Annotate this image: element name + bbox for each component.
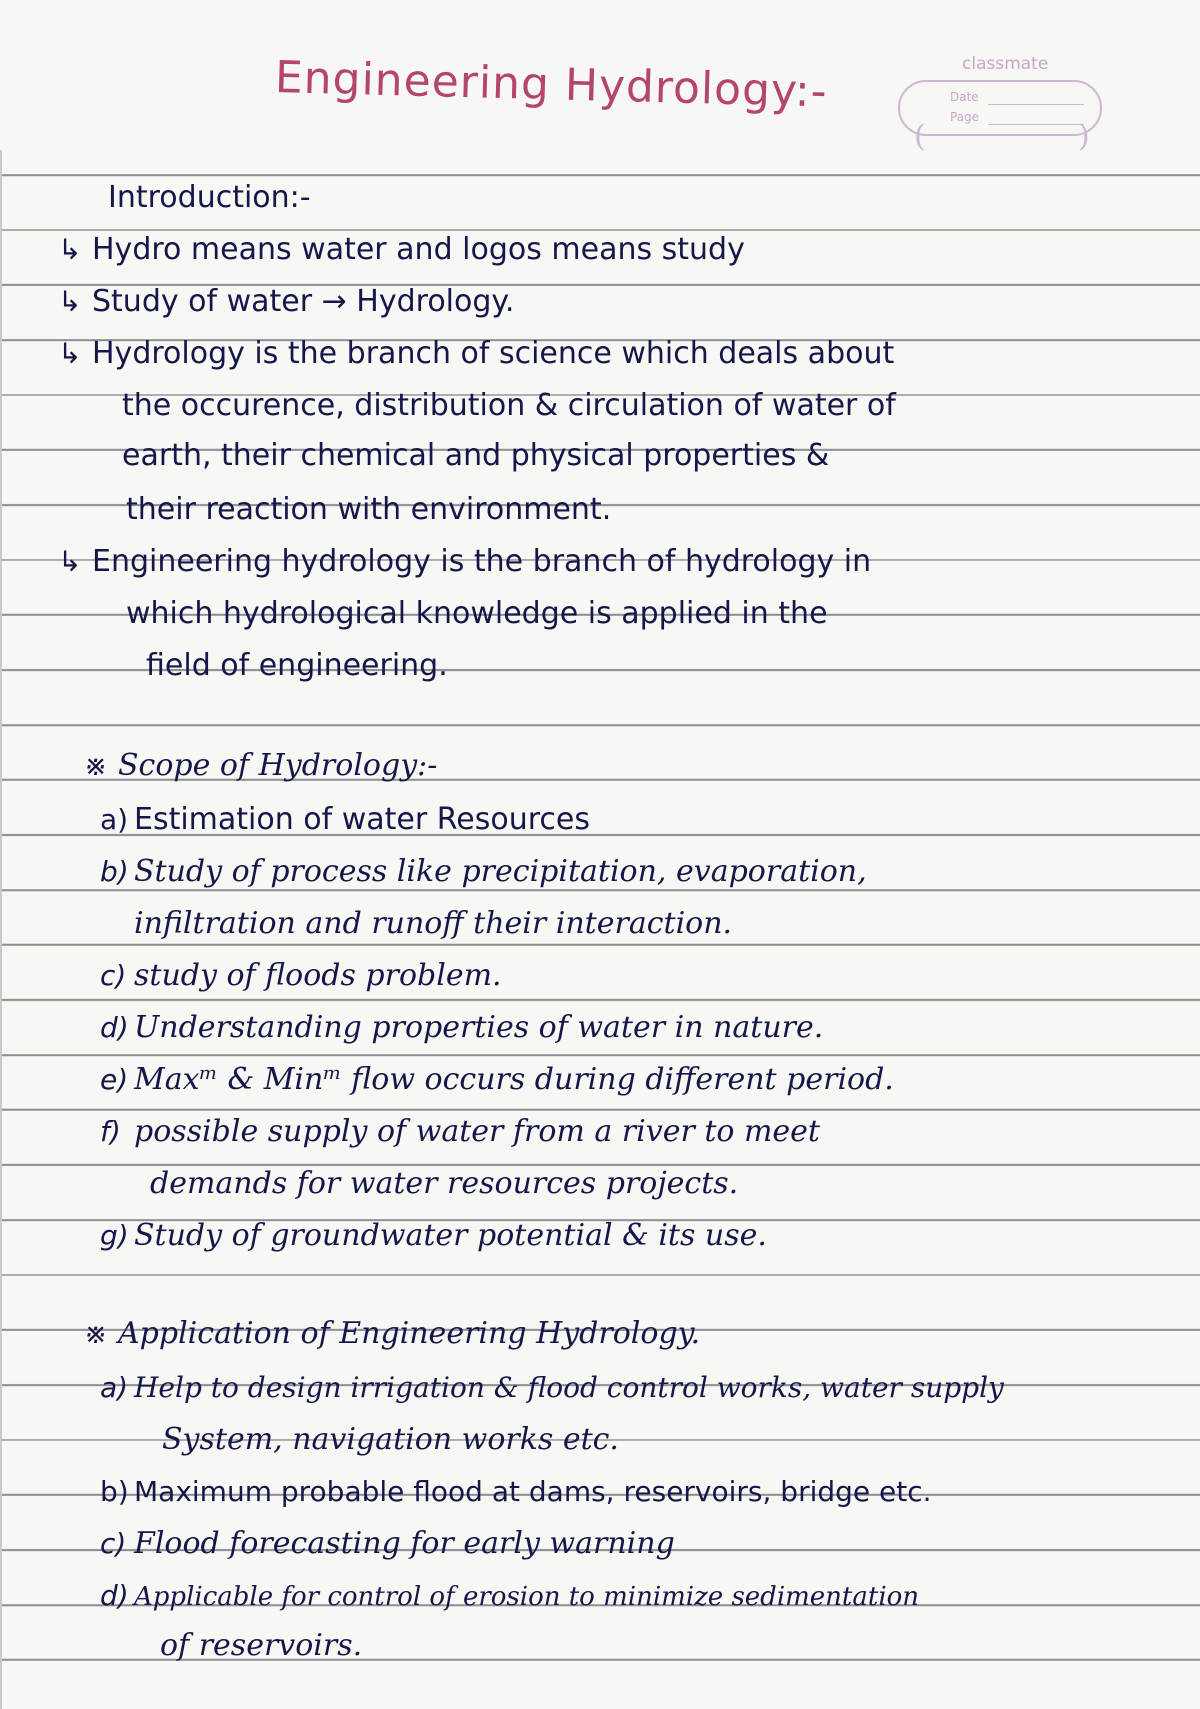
application-item: of reservoirs.	[160, 1628, 363, 1663]
application-item: c) Flood forecasting for early warning	[100, 1526, 675, 1561]
intro-line: earth, their chemical and physical properties &	[122, 438, 830, 473]
hook-arrow-icon: ↳	[58, 337, 82, 370]
intro-heading: Introduction:-	[108, 180, 311, 215]
asterisk-bullet-icon: ※	[84, 1317, 108, 1350]
scope-item: b) Study of process like precipitation, evaporation,	[100, 854, 867, 889]
asterisk-bullet-icon: ※	[84, 749, 108, 782]
hook-arrow-icon: ↳	[58, 545, 82, 578]
scope-item: g) Study of groundwater potential & its use.	[100, 1218, 767, 1253]
intro-line: their reaction with environment.	[126, 492, 612, 527]
application-item: System, navigation works etc.	[162, 1422, 619, 1457]
scope-item: d) Understanding properties of water in nature.	[100, 1010, 824, 1045]
scope-item: f) possible supply of water from a river to meet	[100, 1114, 820, 1149]
intro-line: ↳ Hydrology is the branch of science which deals about	[58, 334, 894, 374]
notebook-date-stamp	[890, 50, 1120, 154]
page-left-margin-line	[0, 150, 2, 1709]
scope-item: e) Maxᵐ & Minᵐ flow occurs during different period.	[100, 1062, 894, 1097]
stamp-page-rule	[988, 124, 1084, 125]
stamp-left-curl-icon: (	[914, 119, 926, 154]
scope-item: infiltration and runoff their interaction.	[134, 906, 733, 941]
application-item: a) Help to design irrigation & flood control works, water supply	[100, 1371, 1004, 1404]
stamp-box	[898, 80, 1102, 154]
intro-line: which hydrological knowledge is applied in the	[126, 596, 828, 631]
scope-item: a) Estimation of water Resources	[100, 802, 590, 837]
stamp-brand: classmate	[962, 54, 1049, 74]
intro-line: ↳ Hydro means water and logos means study	[58, 230, 745, 270]
application-item: d) Applicable for control of erosion to minimize sedimentation	[100, 1579, 920, 1612]
hook-arrow-icon: ↳	[58, 233, 82, 266]
intro-line: ↳ Engineering hydrology is the branch of hydrology in	[58, 542, 871, 582]
stamp-page-label: Page	[950, 110, 980, 124]
application-heading: ※ Application of Engineering Hydrology.	[84, 1314, 700, 1354]
stamp-right-curl-icon: )	[1078, 119, 1090, 154]
intro-line: the occurence, distribution & circulation of water of	[122, 388, 896, 423]
scope-item: c) study of floods problem.	[100, 958, 502, 993]
scope-heading: ※ Scope of Hydrology:-	[84, 746, 437, 786]
intro-line: ↳ Study of water → Hydrology.	[58, 282, 514, 322]
intro-line: field of engineering.	[146, 648, 448, 683]
hook-arrow-icon: ↳	[58, 285, 82, 318]
page-title: Engineering Hydrology:-	[274, 52, 829, 118]
application-item: b) Maximum probable flood at dams, reservoirs, bridge etc.	[100, 1475, 932, 1508]
stamp-date-label: Date	[950, 90, 979, 104]
stamp-date-rule	[988, 104, 1084, 105]
scope-item: demands for water resources projects.	[150, 1166, 739, 1201]
